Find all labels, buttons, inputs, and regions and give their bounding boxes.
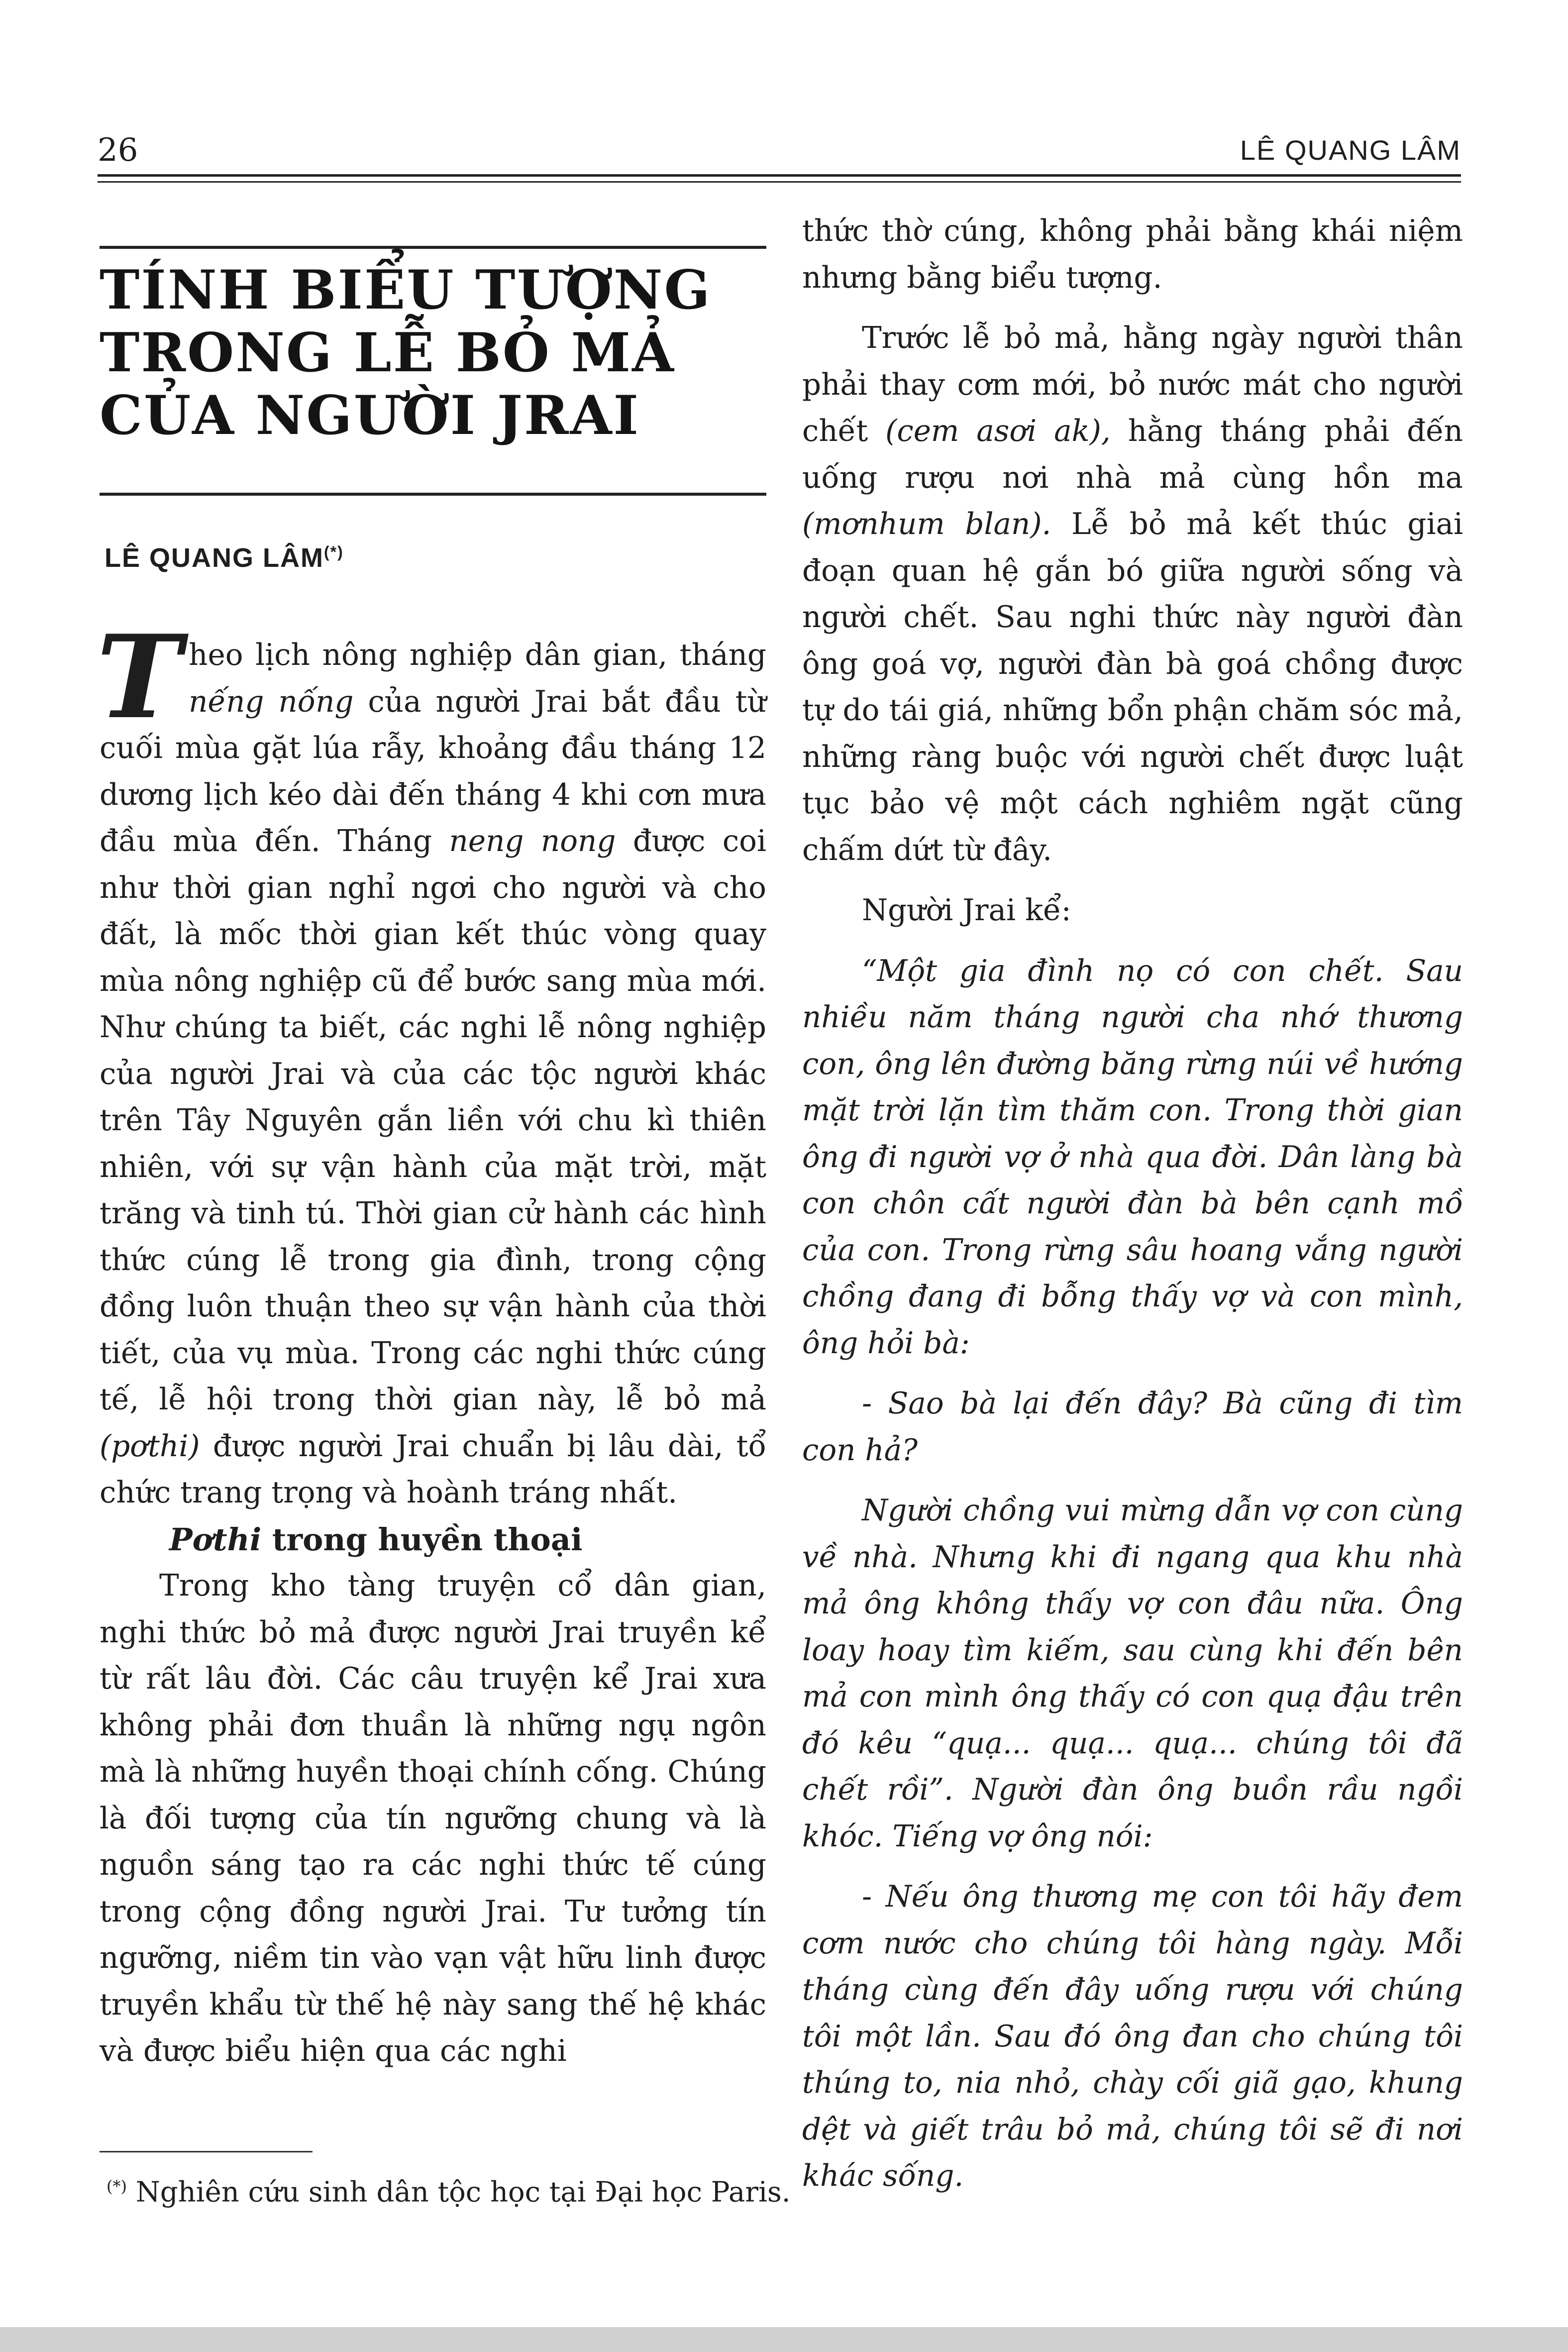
paragraph-before-ritual: Trước lễ bỏ mả, hằng ngày người thân phải thay cơm mới, bỏ nước mát cho người chết (cem asơi ak), hằng tháng phải đến uống rượu nơi nhà mả cùng hồn ma (mơnhum blan). Lễ bỏ mả kết thúc giai đoạn quan hệ gắn bó giữa người sống và người chết. Sau nghi thức này người đàn ông goá vợ, người đàn bà goá chồng được tự do tái giá, những bổn phận chăm sóc mả, những ràng buộc với người chết được luật tục bảo vệ một cách nghiêm ngặt cũng chấm dứt từ đây. — [802, 321, 1463, 867]
story-dialogue-1: - Sao bà lại đến đây? Bà cũng đi tìm con hả? — [802, 1387, 1463, 1468]
title-rule-top — [100, 246, 766, 249]
paragraph-jrai-tell: Người Jrai kể: — [862, 893, 1071, 928]
footnote-rule — [100, 2151, 313, 2152]
title-line-1: TÍNH BIỂU TƯỢNG — [100, 259, 712, 321]
page-header — [98, 130, 1461, 172]
intro-paragraph: Theo lịch nông nghiệp dân gian, tháng nếng nống của người Jrai bắt đầu từ cuối mùa gặt lúa rẫy, khoảng đầu tháng 12 dương lịch kéo dài đến tháng 4 khi cơn mưa đầu mùa đến. Tháng neng nong được coi như thời gian nghỉ ngơi cho người và cho đất, là mốc thời gian kết thúc vòng quay mùa nông nghiệp cũ để bước sang mùa mới. Như chúng ta biết, các nghi lễ nông nghiệp của người Jrai và của các tộc người khác trên Tây Nguyên gắn liền với chu kì thiên nhiên, với sự vận hành của mặt trời, mặt trăng và tinh tú. Thời gian cử hành các hình thức cúng lễ trong gia đình, trong cộng đồng luôn thuận theo sự vận hành của thời tiết, của vụ mùa. Trong các nghi thức cúng tế, lễ hội trong thời gian này, lễ bỏ mả (pơthi) được người Jrai chuẩn bị lâu dài, tổ chức trang trọng và hoành tráng nhất. — [97, 610, 767, 1510]
right-column — [802, 208, 1463, 2200]
footnote-text: Nghiên cứu sinh dân tộc học tại Đại học Paris. — [126, 2176, 791, 2209]
term-neng-nong-2: neng nong — [449, 824, 616, 858]
story-dialogue-2: - Nếu ông thương mẹ con tôi hãy đem cơm nước cho chúng tôi hàng ngày. Mỗi tháng cùng đến đây uống rượu với chúng tôi một lần. Sau đó ông đan cho chúng tôi thúng to, nia nhỏ, chày cối giã gạo, khung dệt và giết trâu bỏ mả, chúng tôi sẽ đi nơi khác sống. — [802, 1880, 1463, 2193]
footnote-mark: (*) — [106, 2177, 127, 2196]
author-footnote-mark: (*) — [323, 543, 344, 561]
author-name: LÊ QUANG LÂM — [105, 543, 324, 573]
term-pothi: (pơthi) — [100, 1429, 200, 1464]
footnote — [106, 2169, 791, 2210]
article-title — [100, 259, 766, 447]
story-paragraph-1: “Một gia đình nọ có con chết. Sau nhiều năm tháng người cha nhớ thương con, ông lên đường băng rừng núi về hướng mặt trời lặn tìm thăm con. Trong thời gian ông đi người vợ ở nhà qua đời. Dân làng bà con chôn cất người đàn bà bên cạnh mồ của con. Trong rừng sâu hoang vắng người chồng đang đi bỗng thấy vợ và con mình, ông hỏi bà: — [802, 954, 1463, 1361]
author-byline — [105, 542, 344, 573]
title-rule-bottom — [100, 493, 766, 496]
running-head: LÊ QUANG LÂM — [1240, 134, 1461, 166]
drop-cap: T — [97, 610, 182, 745]
story-paragraph-2: Người chồng vui mừng dẫn vợ con cùng về nhà. Nhưng khi đi ngang qua khu nhà mả ông không thấy vợ con đâu nữa. Ông loay hoay tìm kiếm, sau cùng khi đến bên mả con mình ông thấy có con quạ đậu trên đó kêu “quạ... quạ... quạ... chúng tôi đã chết rồi”. Người đàn ông buồn rầu ngồi khóc. Tiếng vợ ông nói: — [802, 1494, 1463, 1854]
term-neng-nong-1: nếng nống — [189, 684, 354, 719]
scan-bottom-band — [0, 2327, 1568, 2352]
paragraph-folklore: Trong kho tàng truyện cổ dân gian, nghi thức bỏ mả được người Jrai truyền kể từ rất lâu đời. Các câu truyện kể Jrai xưa không phải đơn thuần là những ngụ ngôn mà là những huyền thoại chính cống. Chúng là đối tượng của tín ngưỡng chung và là nguồn sáng tạo ra các nghi thức tế cúng trong cộng đồng người Jrai. Tư tưởng tín ngưỡng, niềm tin vào vạn vật hữu linh được truyền khẩu từ thế hệ này sang thế hệ khác và được biểu hiện qua các nghi — [100, 1569, 766, 2068]
left-column — [97, 610, 767, 2075]
section-subheading: Pơthi trong huyền thoại — [169, 1521, 583, 1558]
header-rule-thin — [98, 181, 1461, 183]
title-line-3: CỦA NGƯỜI JRAI — [100, 384, 640, 447]
header-rule-thick — [98, 174, 1461, 177]
title-line-2: TRONG LỄ BỎ MẢ — [100, 321, 675, 384]
page-number: 26 — [98, 132, 138, 169]
paragraph-continued: thức thờ cúng, không phải bằng khái niệm nhưng bằng biểu tượng. — [802, 214, 1463, 295]
